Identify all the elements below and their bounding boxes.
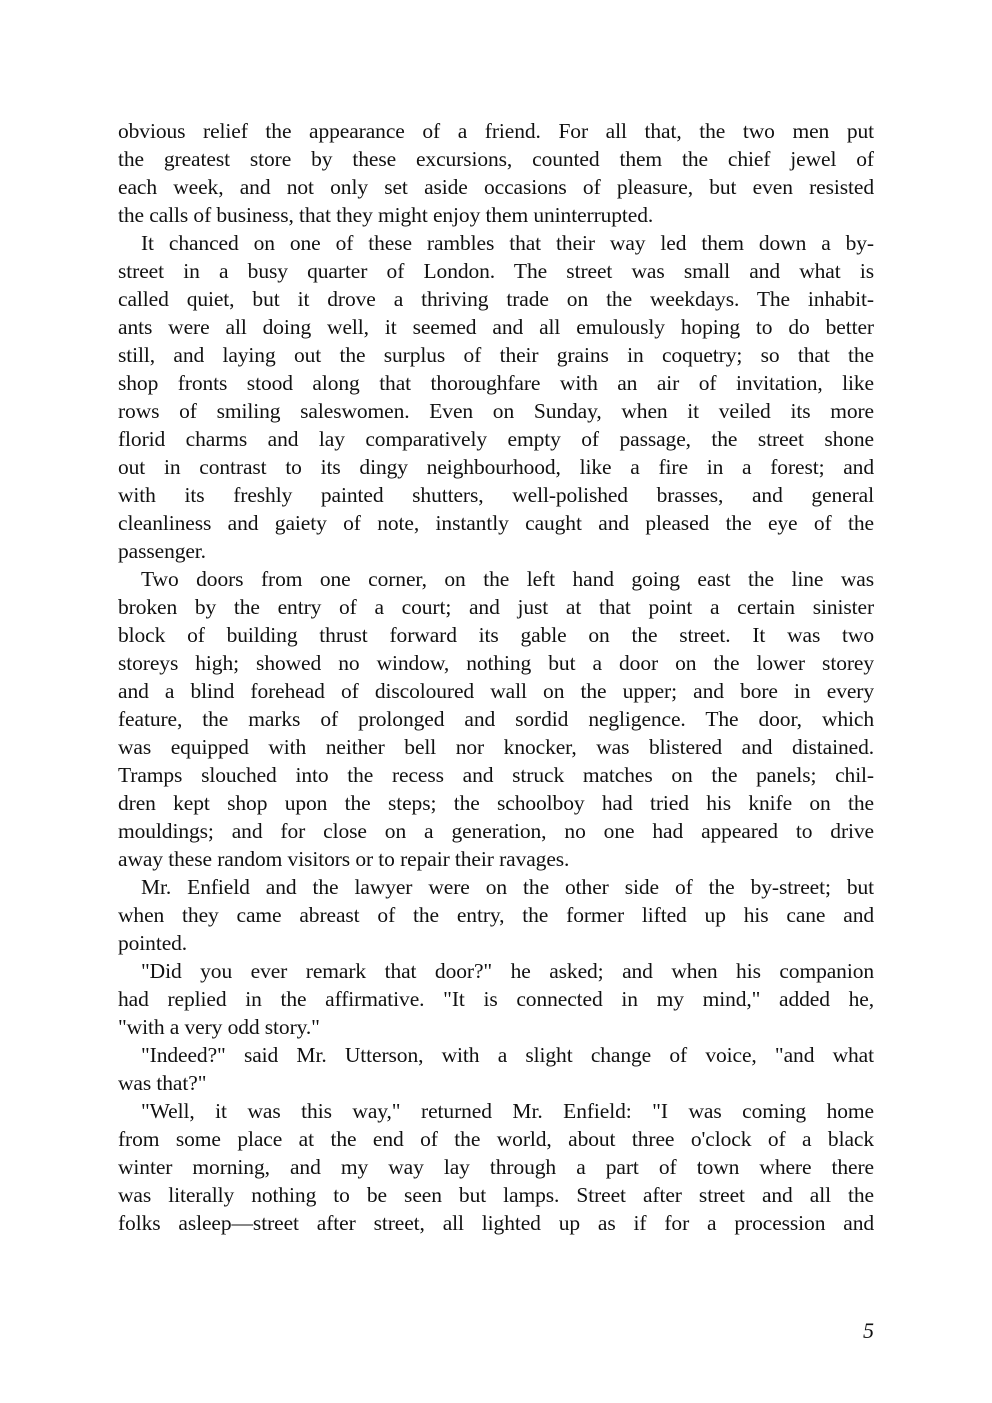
paragraph xyxy=(118,1097,874,1237)
text-line: dren kept shop upon the steps; the schoolboy had tried his knife on the xyxy=(118,791,874,815)
text-line: broken by the entry of a court; and just at that point a certain sinister xyxy=(118,595,874,619)
text-line: florid charms and lay comparatively empty of passage, the street shone xyxy=(118,427,874,451)
text-line: from some place at the end of the world, about three o'clock of a black xyxy=(118,1127,874,1151)
text-line: was that?" xyxy=(118,1071,207,1095)
text-line: mouldings; and for close on a generation, no one had appeared to drive xyxy=(118,819,874,843)
text-line: out in contrast to its dingy neighbourhood, like a fire in a forest; and xyxy=(118,455,874,479)
text-line: cleanliness and gaiety of note, instantly caught and pleased the eye of the xyxy=(118,511,874,535)
paragraph xyxy=(118,957,874,1041)
text-line: passenger. xyxy=(118,539,206,563)
text-line: with its freshly painted shutters, well-polished brasses, and general xyxy=(118,483,874,507)
text-line: "Indeed?" said Mr. Utterson, with a slight change of voice, "and what xyxy=(141,1043,874,1067)
text-line: street in a busy quarter of London. The street was small and what is xyxy=(118,259,874,283)
text-line: "Well, it was this way," returned Mr. Enfield: "I was coming home xyxy=(141,1099,874,1123)
text-line: when they came abreast of the entry, the former lifted up his cane and xyxy=(118,903,874,927)
paragraph xyxy=(118,873,874,957)
paragraph xyxy=(118,117,874,229)
text-line: shop fronts stood along that thoroughfare with an air of invitation, like xyxy=(118,371,874,395)
text-line: Two doors from one corner, on the left hand going east the line was xyxy=(141,567,874,591)
text-line: was literally nothing to be seen but lamps. Street after street and all the xyxy=(118,1183,874,1207)
text-line: had replied in the affirmative. "It is connected in my mind," added he, xyxy=(118,987,874,1011)
text-line: pointed. xyxy=(118,931,188,955)
text-line: and a blind forehead of discoloured wall on the upper; and bore in every xyxy=(118,679,874,703)
text-line: "with a very odd story." xyxy=(118,1015,320,1039)
text-line: Mr. Enfield and the lawyer were on the other side of the by-street; but xyxy=(141,875,874,899)
text-line: obvious relief the appearance of a friend. For all that, the two men put xyxy=(118,119,874,143)
text-line: It chanced on one of these rambles that their way led them down a by- xyxy=(141,231,874,255)
paragraph xyxy=(118,565,874,873)
text-line: winter morning, and my way lay through a part of town where there xyxy=(118,1155,874,1179)
paragraph xyxy=(118,1041,874,1097)
text-line: Tramps slouched into the recess and struck matches on the panels; chil- xyxy=(118,763,874,787)
page-number: 5 xyxy=(863,1318,874,1343)
text-line: was equipped with neither bell nor knocker, was blistered and distained. xyxy=(118,735,874,759)
text-line: the greatest store by these excursions, counted them the chief jewel of xyxy=(118,147,874,171)
text-line: ants were all doing well, it seemed and all emulously hoping to do better xyxy=(118,315,874,339)
text-line: block of building thrust forward its gable on the street. It was two xyxy=(118,623,874,647)
text-line: each week, and not only set aside occasions of pleasure, but even resisted xyxy=(118,175,874,199)
text-line: storeys high; showed no window, nothing but a door on the lower storey xyxy=(118,651,874,675)
text-line: "Did you ever remark that door?" he asked; and when his companion xyxy=(141,959,874,983)
page-body-text xyxy=(118,117,874,1237)
text-line: rows of smiling saleswomen. Even on Sunday, when it veiled its more xyxy=(118,399,874,423)
text-line: feature, the marks of prolonged and sordid negligence. The door, which xyxy=(118,707,874,731)
text-line: the calls of business, that they might enjoy them uninterrupted. xyxy=(118,203,654,227)
text-line: folks asleep—street after street, all lighted up as if for a procession and xyxy=(118,1211,874,1235)
text-line: away these random visitors or to repair their ravages. xyxy=(118,847,570,871)
text-line: called quiet, but it drove a thriving trade on the weekdays. The inhabit- xyxy=(118,287,874,311)
paragraph xyxy=(118,229,874,565)
text-line: still, and laying out the surplus of their grains in coquetry; so that the xyxy=(118,343,874,367)
